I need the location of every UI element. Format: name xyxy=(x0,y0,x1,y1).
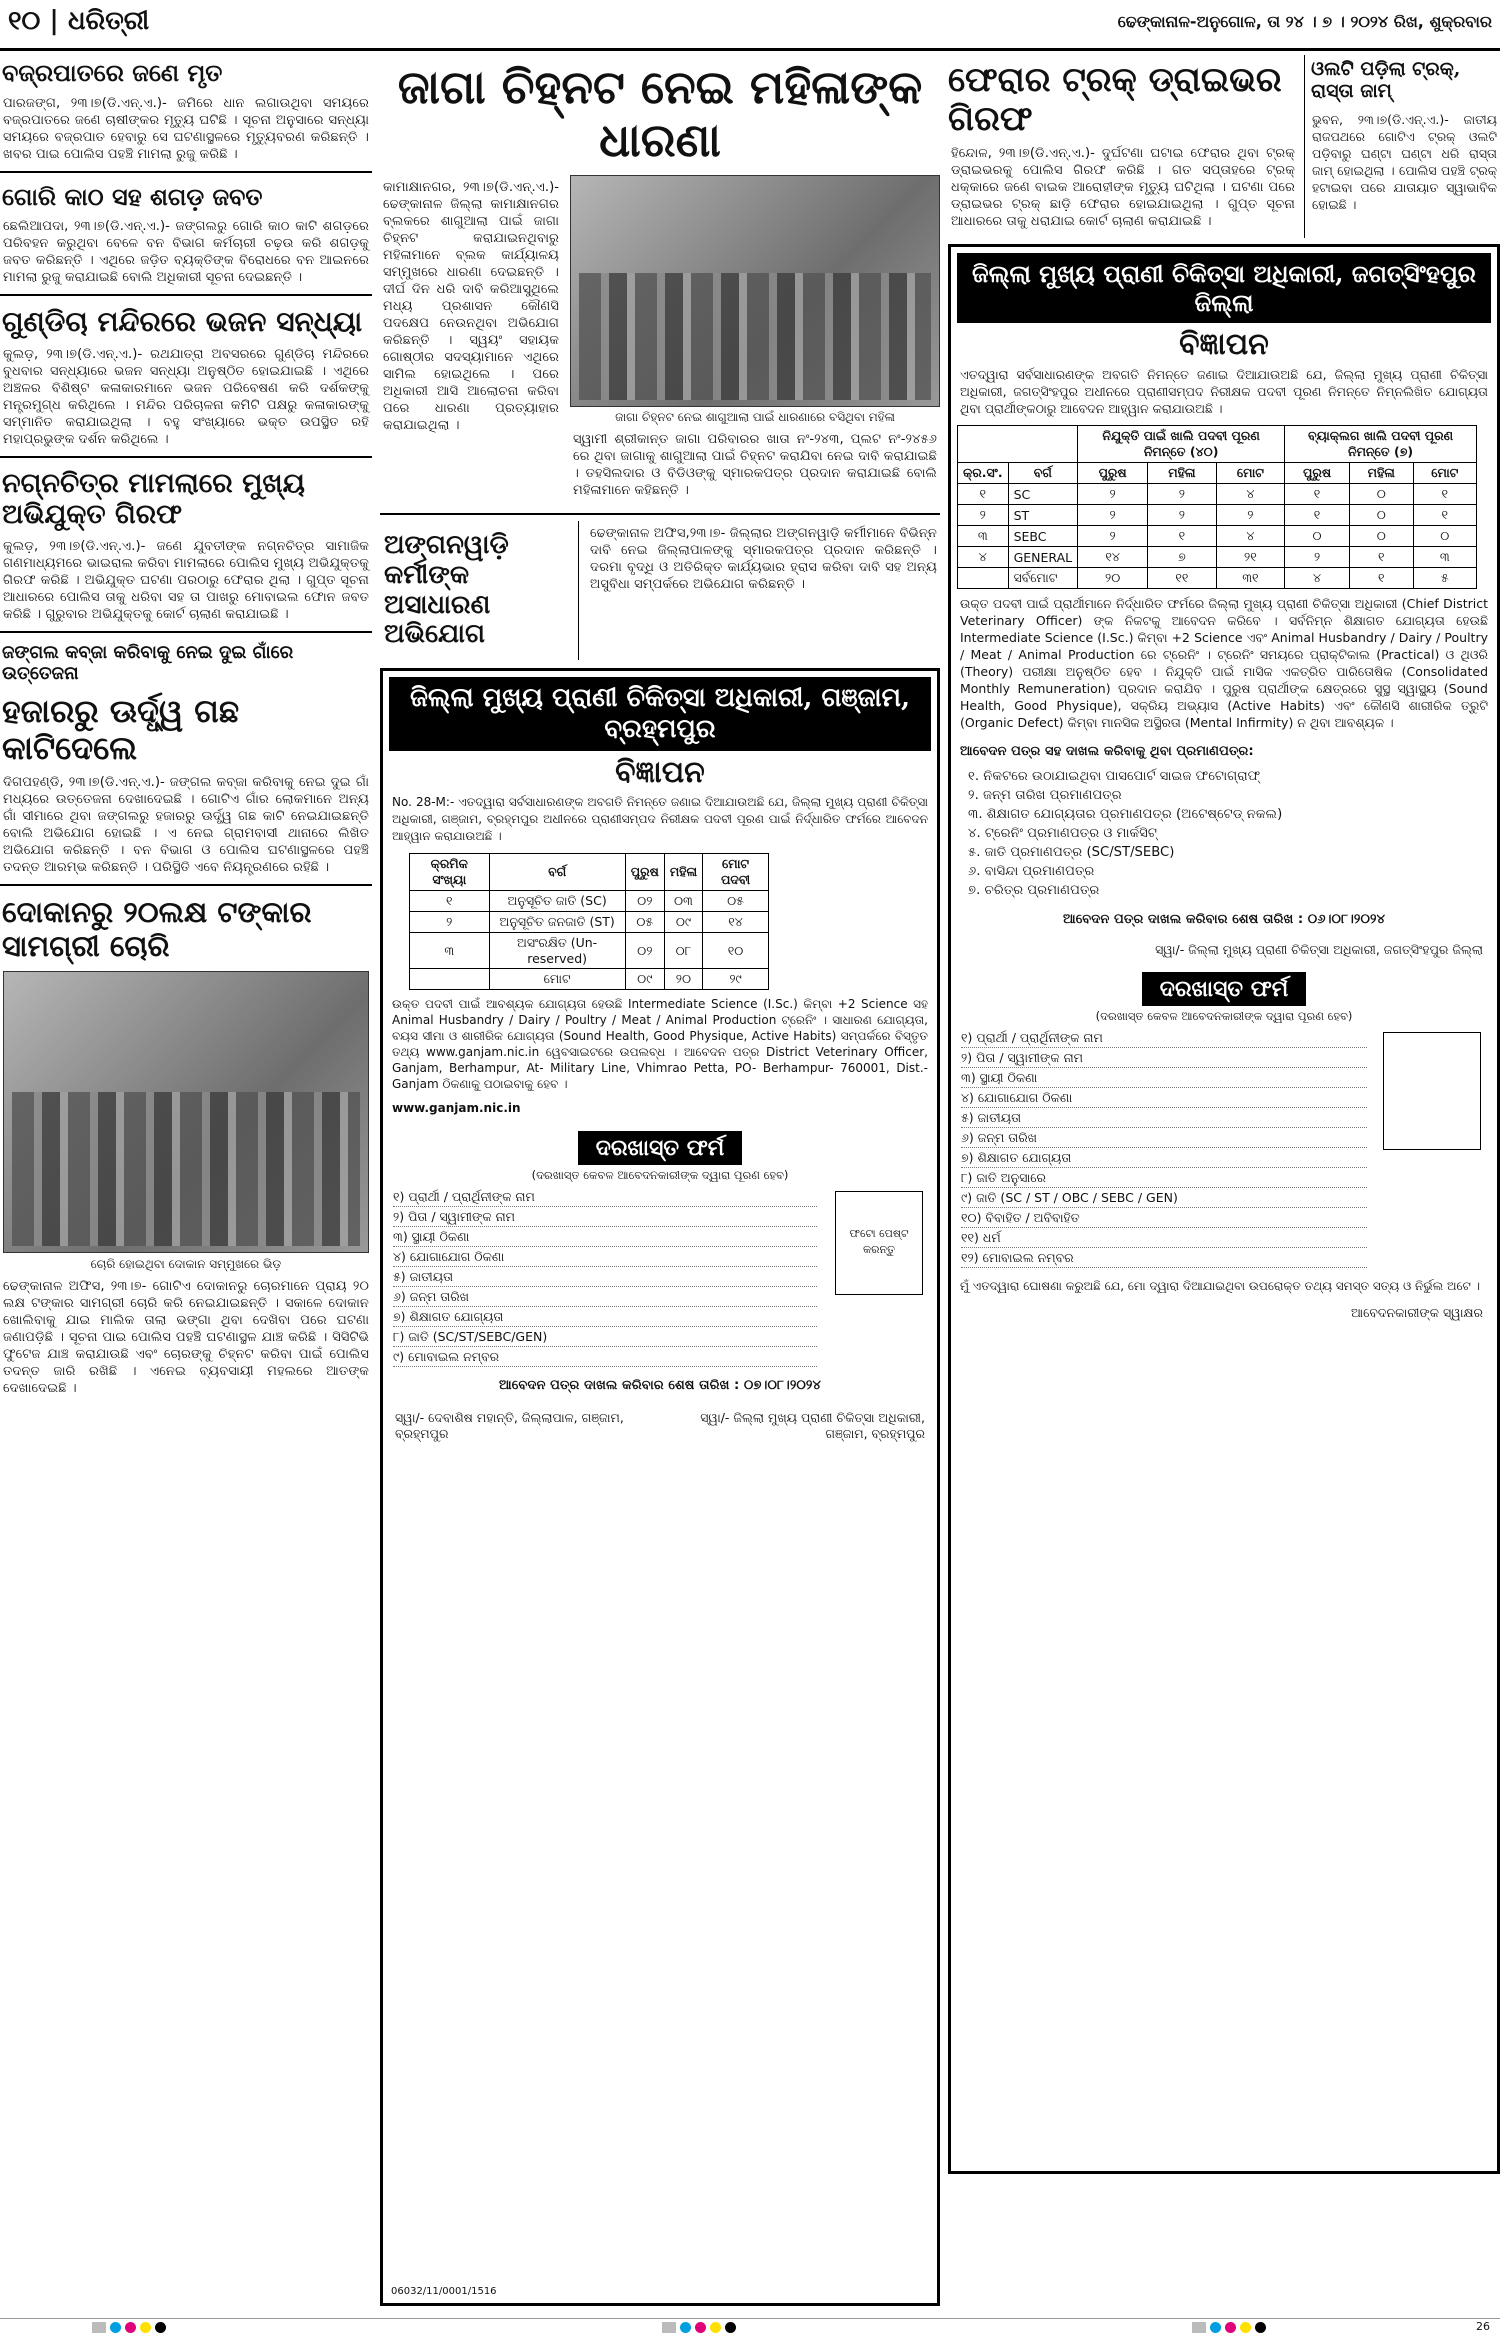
page-number-and-masthead: ୧୦ | ଧରିତ୍ରୀ xyxy=(8,6,150,36)
ganjam-ad-title: ଜିଲ୍ଲା ମୁଖ୍ୟ ପ୍ରାଣୀ ଚିକିତ୍ସା ଅଧିକାରୀ, ଗଞ୍ଜାମ, ବ୍ରହ୍ମପୁର xyxy=(389,677,931,751)
list-item: ୬. ବାସିନ୍ଦା ପ୍ରମାଣପତ୍ର xyxy=(968,864,1095,880)
form-field: ୭) ଶିକ୍ଷାଗତ ଯୋଗ୍ୟତା xyxy=(393,1307,817,1327)
truck-driver-story xyxy=(948,55,1298,238)
ganjam-ad-body: ଉକ୍ତ ପଦବୀ ପାଇଁ ଆବଶ୍ୟକ ଯୋଗ୍ୟତା ହେଉଛି Intermediate Science (I.Sc.) କିମ୍ବା +2 Science ସହ Animal Husbandry / Dairy / Poultry / Meat / Animal Production ଟ୍ରେନିଂ । ସାଧାରଣ ଯୋଗ୍ୟତା, ବୟସ ସୀମା ଓ ଶାରୀରିକ ଯୋଗ୍ୟତା (Sound Health, Good Physique, Active Habits) ସମ୍ପର୍କରେ ବିସ୍ତୃତ ତଥ୍ୟ www.ganjam.nic.in ୱେବସାଇଟରେ ଉପଲବ୍ଧ । ଆବେଦନ ପତ୍ର District Veterinary Officer, Ganjam, Berhampur, At- Military Line, Vhimrao Petta, PO- Berhampur- 760001, Dist.- Ganjam ଠିକଣାକୁ ପଠାଇବାକୁ ହେବ । xyxy=(392,997,928,1092)
ganjam-form-fields xyxy=(389,1187,931,1367)
jagatsinghpur-form-note: (ଦରଖାସ୍ତ କେବଳ ଆବେଦନକାରୀଙ୍କ ଦ୍ୱାରା ପୂରଣ ହେବ) xyxy=(1095,1009,1353,1024)
table-row xyxy=(410,891,769,912)
headline-timber-seized: ଗୋରି କାଠ ସହ ଶଗଡ଼ ଜବତ xyxy=(2,181,263,211)
cell: ୪ xyxy=(1216,484,1284,505)
form-field: ୧୦) ବିବାହିତ / ଅବିବାହିତ xyxy=(961,1208,1367,1228)
cell: ଅନୁସୂଚିତ ଜାତି (SC) xyxy=(489,891,625,912)
form-field: ୧୧) ଧର୍ମ xyxy=(961,1228,1367,1248)
col-header: ପୁରୁଷ xyxy=(625,854,664,891)
cell: ୧୧ xyxy=(1148,568,1217,589)
cell: ୪ xyxy=(958,547,1009,568)
headline-shop-theft: ଦୋକାନରୁ ୨୦ଲକ୍ଷ ଟଙ୍କାର ସାମଗ୍ରୀ ଚୋରି xyxy=(2,895,312,963)
cell: ୧ xyxy=(1350,547,1414,568)
cell: ୩ xyxy=(958,526,1009,547)
cell: ୦ xyxy=(1285,526,1350,547)
cell: SEBC xyxy=(1008,526,1078,547)
ganjam-vacancy-table xyxy=(409,853,769,990)
group-header: ବ୍ୟାକ୍‌ଲଗ ଖାଲି ପଦବୀ ପୂରଣ ନିମନ୍ତେ (୭) xyxy=(1285,426,1477,463)
signature-collector: ସ୍ୱା/- ଦେବାଶିଷ ମହାନ୍ତି, ଜିଲ୍ଲାପାଳ, ଗଞ୍ଜାମ, ବ୍ରହ୍ମପୁର xyxy=(395,1410,624,1442)
story-accused-arrested: କୁଲଡ଼, ୨୩।୭(ଡି.ଏନ୍.ଏ.)- ଜଣେ ଯୁବତୀଙ୍କ ନଗ୍ନଚିତ୍ର ସାମାଜିକ ଗଣମାଧ୍ୟମରେ ଭାଇରାଲ କରିବା ମାମଲାରେ ପୋଲିସ ମୁଖ୍ୟ ଅଭିଯୁକ୍ତକୁ ଗିରଫ କରିଛି । ଅଭିଯୁକ୍ତ ଘଟଣା ପରଠାରୁ ଫେରାର ଥିଲା । ଗୁପ୍ତ ସୂଚନା ଆଧାରରେ ପୋଲିସ ତାକୁ ଧରିବା ସହ ତା ପାଖରୁ ମୋବାଇଲ ଫୋନ ଜବତ କରିଛି । ଗୁରୁବାର ଅଭିଯୁକ୍ତକୁ କୋର୍ଟ ଚାଲାଣ କରାଯାଇଛି । xyxy=(3,539,369,623)
cell: ୦ xyxy=(1350,484,1414,505)
form-field: ୬) ଜନ୍ମ ତାରିଖ xyxy=(961,1128,1367,1148)
story-truck-overturn: ଭୁବନ, ୨୩।୭(ଡି.ଏନ୍.ଏ.)- ଜାତୀୟ ରାଜପଥରେ ଗୋଟିଏ ଟ୍ରକ୍ ଓଲଟି ପଡ଼ିବାରୁ ଘଣ୍ଟା ଘଣ୍ଟା ଧରି ରାସ୍ତା ଜାମ୍ ହୋଇଥିଲା । ପୋଲିସ ପହଞ୍ଚି ଟ୍ରକ୍ ହଟାଇବା ପରେ ଯାତାୟାତ ସ୍ୱାଭାବିକ ହୋଇଛି । xyxy=(1312,111,1497,212)
col-header: ପୁରୁଷ xyxy=(1078,463,1148,484)
cell: ୦୫ xyxy=(625,912,664,933)
ganjam-table-header xyxy=(410,854,769,891)
cell: ୦୩ xyxy=(664,891,702,912)
photo-paste-box: ଫଟୋ ପେଷ୍ଟ କରନ୍ତୁ xyxy=(835,1191,923,1295)
col-header: ବର୍ଗ xyxy=(489,854,625,891)
table-row-total xyxy=(410,969,769,990)
cell: ୨୦ xyxy=(1078,568,1148,589)
anganwadi-block xyxy=(380,521,940,661)
table-header xyxy=(958,463,1477,484)
divider xyxy=(380,513,940,515)
lead-headline: ଜାଗା ଚିହ୍ନଟ ନେଇ ମହିଳାଙ୍କ ଧାରଣା xyxy=(397,60,923,167)
cell: ୩ xyxy=(1413,547,1476,568)
ganjam-ad-label: ବିଜ୍ଞାପନ xyxy=(615,755,705,791)
cell: ୧ xyxy=(1285,484,1350,505)
story-bhajan-evening: କୁଲଡ଼, ୨୩।୭(ଡି.ଏନ୍.ଏ.)- ରଥଯାତ୍ରା ଅବସରରେ ଗୁଣ୍ଡିଚା ମନ୍ଦିରରେ ବୁଧବାର ସନ୍ଧ୍ୟାରେ ଭଜନ ସନ୍ଧ୍ୟା ଅନୁଷ୍ଠିତ ହୋଇଯାଇଛି । ଏଥିରେ ଅଞ୍ଚଳର ବିଶିଷ୍ଟ କଳାକାରମାନେ ଭଜନ ପରିବେଷଣ କରି ଦର୍ଶକଙ୍କୁ ମନ୍ତ୍ରମୁଗ୍ଧ କରିଥିଲେ । ମନ୍ଦିର ପରିଚାଳନା କମିଟି ପକ୍ଷରୁ କଳାକାରଙ୍କୁ ସମ୍ମାନିତ କରାଯାଇଥିଲା । ବହୁ ସଂଖ୍ୟାରେ ଭକ୍ତ ଉପସ୍ଥିତ ରହି ମହାପ୍ରଭୁଙ୍କ ଦର୍ଶନ କରିଥିଲେ । xyxy=(3,347,369,448)
cell: ୩୧ xyxy=(1216,568,1284,589)
form-field: ୧) ପ୍ରାର୍ଥୀ / ପ୍ରାର୍ଥିନୀଙ୍କ ନାମ xyxy=(393,1187,817,1207)
cell: ୧ xyxy=(1413,484,1476,505)
lead-story-text-b: ସ୍ୱାମୀ ଶ୍ରୀକାନ୍ତ ଜାଗା ପରିବାରର ଖାତା ନଂ-୨୪୩, ପ୍ଲଟ ନଂ-୨୪୫୬ ରେ ଥିବା ଜାଗାକୁ ଶାଗୁଆଲା ପାଇଁ ଚିହ୍ନଟ କରାଯିବା ନେଇ ଦାବି କରାଯାଇଛି । ତହସିଲଦାର ଓ ବିଡିଓଙ୍କୁ ସ୍ମାରକପତ୍ର ପ୍ରଦାନ କରାଯାଇଛି ବୋଲି ମହିଳାମାନେ କହିଛନ୍ତି । xyxy=(573,431,937,498)
headline-bhajan-evening: ଗୁଣ୍ଡିଚା ମନ୍ଦିରରେ ଭଜନ ସନ୍ଧ୍ୟା xyxy=(2,305,363,339)
jagatsinghpur-ad-intro: ଏତଦ୍ୱାରା ସର୍ବସାଧାରଣଙ୍କ ଅବଗତି ନିମନ୍ତେ ଜଣାଇ ଦିଆଯାଉଅଛି ଯେ, ଜିଲ୍ଲା ମୁଖ୍ୟ ପ୍ରାଣୀ ଚିକିତ୍ସା ଅଧିକାରୀ, ଜଗତ୍‌ସିଂହପୁର ଅଧୀନରେ ପ୍ରାଣୀସମ୍ପଦ ନିରୀକ୍ଷକ ପଦବୀ ପୂରଣ ନିମନ୍ତେ ନିମ୍ନଲିଖିତ ଯୋଗ୍ୟତା ଥିବା ପ୍ରାର୍ଥୀଙ୍କଠାରୁ ଆବେଦନ ଆହ୍ୱାନ କରାଯାଉଅଛି । xyxy=(960,367,1488,417)
table-row xyxy=(958,484,1477,505)
cell: ୦ xyxy=(1413,526,1476,547)
jagatsinghpur-form-header xyxy=(957,972,1491,1024)
jagatsinghpur-form-fields xyxy=(957,1028,1491,1268)
cell: ୦ xyxy=(1350,526,1414,547)
cell: ୨୧ xyxy=(1216,547,1284,568)
ganjam-recruitment-ad xyxy=(380,668,940,2306)
headline-truck-overturn: ଓଲଟି ପଡ଼ିଲା ଟ୍ରକ୍, ରାସ୍ତା ଜାମ୍ xyxy=(1311,58,1461,102)
divider xyxy=(0,631,372,633)
list-item: ୪. ଟ୍ରେନିଂ ପ୍ରମାଣପତ୍ର ଓ ମାର୍କସିଟ୍ xyxy=(968,826,1158,842)
ganjam-form-title: ଦରଖାସ୍ତ ଫର୍ମ xyxy=(578,1131,743,1165)
right-top-stories xyxy=(948,55,1500,238)
signature-cdvo: ସ୍ୱା/- ଜିଲ୍ଲା ମୁଖ୍ୟ ପ୍ରାଣୀ ଚିକିତ୍ସା ଅଧିକାରୀ, ଗଞ୍ଜାମ, ବ୍ରହ୍ମପୁର xyxy=(700,1410,925,1442)
ganjam-ad-website: www.ganjam.nic.in xyxy=(392,1101,521,1116)
cell: ୨ xyxy=(1078,484,1148,505)
col-header: ବର୍ଗ xyxy=(1008,463,1078,484)
form-field: ୬) ଜନ୍ମ ତାରିଖ xyxy=(393,1287,817,1307)
cell: ୧୪ xyxy=(703,912,769,933)
cell xyxy=(410,969,490,990)
cell: ୪ xyxy=(1285,568,1350,589)
col-header: ମୋଟ xyxy=(1216,463,1284,484)
form-field: ୮) ଜାତି (SC/ST/SEBC/GEN) xyxy=(393,1327,817,1347)
cell: ୧ xyxy=(410,891,490,912)
jagatsinghpur-ad-label: ବିଜ୍ଞାପନ xyxy=(1179,327,1269,363)
form-field: ୪) ଯୋଗାଯୋଗ ଠିକଣା xyxy=(961,1088,1367,1108)
middle-column xyxy=(380,55,940,2315)
cell: ମୋଟ xyxy=(489,969,625,990)
cell: ୧ xyxy=(1285,505,1350,526)
dateline: ଢେଙ୍କାନାଳ-ଅନୁଗୋଳ, ତା ୨୪ । ୭ । ୨୦୨୪ ରିଖ, ଶୁକ୍ରବାର xyxy=(1117,12,1492,31)
cell: ୨ xyxy=(1148,505,1217,526)
lead-story-block xyxy=(380,175,940,507)
ganjam-form-header xyxy=(389,1131,931,1183)
ganjam-ad-intro: No. 28-M:- ଏତଦ୍ୱାରା ସର୍ବସାଧାରଣଙ୍କ ଅବଗତି ନିମନ୍ତେ ଜଣାଇ ଦିଆଯାଉଅଛି ଯେ, ଜିଲ୍ଲା ମୁଖ୍ୟ ପ୍ରାଣୀ ଚିକିତ୍ସା ଅଧିକାରୀ, ଗଞ୍ଜାମ, ବ୍ରହ୍ମପୁର ଅଧୀନରେ ପ୍ରାଣୀସମ୍ପଦ ନିରୀକ୍ଷକ ପଦବୀ ପୂରଣ ପାଇଁ ନିର୍ଦ୍ଧାରିତ ଫର୍ମରେ ଆବେଦନ ଆହ୍ୱାନ କରାଯାଉଅଛି । xyxy=(392,795,928,844)
lead-story-text-a: କାମାକ୍ଷାନଗର, ୨୩।୭(ଡି.ଏନ୍.ଏ.)- ଢେଙ୍କାନାଳ ଜିଲ୍ଲା କାମାକ୍ଷାନଗର ବ୍ଲକରେ ଶାଗୁଆଲା ପାଇଁ ଜାଗା ଚିହ୍ନଟ କରାଯାଇନଥିବାରୁ ମହିଳାମାନେ ବ୍ଲକ କାର୍ଯ୍ୟାଳୟ ସମ୍ମୁଖରେ ଧାରଣା ଦେଇଛନ୍ତି । ଦୀର୍ଘ ଦିନ ଧରି ଦାବି କରିଆସୁଥିଲେ ମଧ୍ୟ ପ୍ରଶାସନ କୌଣସି ପଦକ୍ଷେପ ନେଉନଥିବା ଅଭିଯୋଗ କରିଛନ୍ତି । ସ୍ୱୟଂ ସହାୟକ ଗୋଷ୍ଠୀର ସଦସ୍ୟାମାନେ ଏଥିରେ ସାମିଲ ହୋଇଥିଲେ । ପରେ ଅଧିକାରୀ ଆସି ଆଲୋଚନା କରିବା ପରେ ଧାରଣା ପ୍ରତ୍ୟାହାର କରାଯାଇଥିଲା । xyxy=(383,179,559,433)
cell: ୨ xyxy=(958,505,1009,526)
kicker-forest-dispute: ଜଙ୍ଗଲ କବ୍‌ଜା କରିବାକୁ ନେଇ ଦୁଇ ଗାଁରେ ଉତ୍ତେଜନା xyxy=(2,642,294,685)
headline-lightning-death: ବଜ୍ରପାତରେ ଜଣେ ମୃତ xyxy=(2,58,223,87)
cell: ୧ xyxy=(1413,505,1476,526)
group-header: ନିଯୁକ୍ତି ପାଇଁ ଖାଲି ପଦବୀ ପୂରଣ ନିମନ୍ତେ (୪୦) xyxy=(1078,426,1285,463)
docs-list xyxy=(965,768,1483,899)
table-group-header xyxy=(958,426,1477,463)
form-field: ୯) ଜାତି (SC / ST / OBC / SEBC / GEN) xyxy=(961,1188,1367,1208)
cell: ୭ xyxy=(1148,547,1217,568)
cell: ୦୫ xyxy=(703,891,769,912)
jagatsinghpur-ad-title: ଜିଲ୍ଲା ମୁଖ୍ୟ ପ୍ରାଣୀ ଚିକିତ୍ସା ଅଧିକାରୀ, ଜଗତ୍‌ସିଂହପୁର ଜିଲ୍ଲା xyxy=(957,253,1491,323)
cell: ୦୯ xyxy=(664,912,702,933)
list-item: ୩. ଶିକ୍ଷାଗତ ଯୋଗ୍ୟତାର ପ୍ରମାଣପତ୍ର (ଅଟେଷ୍ଟେଡ୍ ନକଲ) xyxy=(968,807,1283,823)
jagatsinghpur-last-date: ଆବେଦନ ପତ୍ର ଦାଖଲ କରିବାର ଶେଷ ତାରିଖ : ୦୬।୦୮।୨୦୨୪ xyxy=(1062,912,1386,928)
print-registration-strip xyxy=(0,2318,1500,2336)
story-shop-theft: ଢେଙ୍କାନାଳ ଅଫିସ, ୨୩।୭- ଗୋଟିଏ ଦୋକାନରୁ ଚୋରମାନେ ପ୍ରାୟ ୨୦ ଲକ୍ଷ ଟଙ୍କାର ସାମଗ୍ରୀ ଚୋରି କରି ନେଇଯାଇଛନ୍ତି । ସକାଳେ ଦୋକାନ ଖୋଲିବାକୁ ଯାଇ ମାଲିକ ତାଲା ଭଙ୍ଗା ଥିବା ଦେଖିବା ପରେ ଘଟଣା ଜଣାପଡ଼ିଛି । ସୂଚନା ପାଇ ପୋଲିସ ପହଞ୍ଚି ଘଟଣାସ୍ଥଳ ଯାଞ୍ଚ କରିଛି । ସିସିଟିଭି ଫୁଟେଜ ଯାଞ୍ଚ କରାଯାଉଛି ଏବଂ ଚୋରଙ୍କୁ ଚିହ୍ନଟ କରିବା ପାଇଁ ପୋଲିସ ତଦନ୍ତ ଜାରି ରଖିଛି । ଏନେଇ ବ୍ୟବସାୟୀ ମହଲରେ ଆତଙ୍କ ଦେଖାଦେଇଛି । xyxy=(3,1279,369,1397)
applicant-signature: ଆବେଦନକାରୀଙ୍କ ସ୍ୱାକ୍ଷର xyxy=(1351,1305,1483,1321)
col-header: ମହିଳା xyxy=(1148,463,1217,484)
headline-accused-arrested: ନଗ୍ନଚିତ୍ର ମାମଲାରେ ମୁଖ୍ୟ ଅଭିଯୁକ୍ତ ଗିରଫ xyxy=(2,468,305,531)
protest-caption: ଜାଗା ଚିହ୍ନଟ ନେଇ ଶାଗୁଆଲା ପାଇଁ ଧାରଣାରେ ବସିଥିବା ମହିଳା xyxy=(615,409,895,424)
divider xyxy=(0,884,372,886)
form-field: ୨) ପିତା / ସ୍ୱାମୀଙ୍କ ନାମ xyxy=(961,1048,1367,1068)
story-trees-felled: ଦିଗପହଣ୍ଡି, ୨୩।୭(ଡି.ଏନ୍.ଏ.)- ଜଙ୍ଗଲ କବ୍‌ଜା କରିବାକୁ ନେଇ ଦୁଇ ଗାଁ ମଧ୍ୟରେ ଉତ୍ତେଜନା ଦେଖାଦେଇଛି । ଗୋଟିଏ ଗାଁର ଲୋକମାନେ ଅନ୍ୟ ଗାଁ ସୀମାରେ ଥିବା ଜଙ୍ଗଲରୁ ହଜାରରୁ ଊର୍ଦ୍ଧ୍ୱ ଗଛ କାଟି ନେଇଯାଇଛନ୍ତି ବୋଲି ଅଭିଯୋଗ ହୋଇଛି । ଏ ନେଇ ଗ୍ରାମବାସୀ ଥାନାରେ ଲିଖିତ ଅଭିଯୋଗ କରିଛନ୍ତି । ବନ ବିଭାଗ ଓ ପୋଲିସ ଘଟଣାସ୍ଥଳରେ ପହଞ୍ଚି ତଦନ୍ତ ଆରମ୍ଭ କରିଛନ୍ତି । ପରିସ୍ଥିତି ଏବେ ନିୟନ୍ତ୍ରଣରେ ରହିଛି । xyxy=(3,775,369,876)
cell: ୨ xyxy=(1285,547,1350,568)
story-anganwadi: ଢେଙ୍କାନାଳ ଅଫିସ,୨୩।୭- ଜିଲ୍ଲାର ଅଙ୍ଗନୱାଡ଼ି କର୍ମୀମାନେ ବିଭିନ୍ନ ଦାବି ନେଇ ଜିଲ୍ଲାପାଳଙ୍କୁ ସ୍ମାରକପତ୍ର ପ୍ରଦାନ କରିଛନ୍ତି । ଦରମା ବୃଦ୍ଧି ଓ ଅତିରିକ୍ତ କାର୍ଯ୍ୟଭାର ହ୍ରାସ କରିବା ଦାବି ସହ ଅନ୍ୟ ଅସୁବିଧା ସମ୍ପର୍କରେ ଅଭିଯୋଗ କରିଛନ୍ତି । xyxy=(590,525,937,592)
cell: ୩ xyxy=(410,933,490,969)
cell: SC xyxy=(1008,484,1078,505)
list-item: ୨. ଜନ୍ମ ତାରିଖ ପ୍ରମାଣପତ୍ର xyxy=(968,788,1122,804)
form-field: ୨) ପିତା / ସ୍ୱାମୀଙ୍କ ନାମ xyxy=(393,1207,817,1227)
cell: ୦୮ xyxy=(664,933,702,969)
col-header: ମୋଟ ପଦବୀ xyxy=(703,854,769,891)
lead-photo-group xyxy=(570,175,940,507)
ganjam-form-note: (ଦରଖାସ୍ତ କେବଳ ଆବେଦନକାରୀଙ୍କ ଦ୍ୱାରା ପୂରଣ ହେବ) xyxy=(531,1168,789,1183)
cell: ୨ xyxy=(410,912,490,933)
table-row xyxy=(410,912,769,933)
cell: ୨ xyxy=(1148,484,1217,505)
table-row xyxy=(410,933,769,969)
cell: ଅସଂରକ୍ଷିତ (Un-reserved) xyxy=(489,933,625,969)
headline-truck-driver: ଫେରାର ଟ୍ରକ୍ ଡ୍ରାଇଭର ଗିରଫ xyxy=(948,60,1282,140)
cell: ୫ xyxy=(1413,568,1476,589)
jagatsinghpur-signature: ସ୍ୱା/- ଜିଲ୍ଲା ମୁଖ୍ୟ ପ୍ରାଣୀ ଚିକିତ୍ସା ଅଧିକାରୀ, ଜଗତ୍‌ସିଂହପୁର ଜିଲ୍ଲା xyxy=(1155,942,1483,958)
ganjam-last-date: ଆବେଦନ ପତ୍ର ଦାଖଲ କରିବାର ଶେଷ ତାରିଖ : ୦୭।୦୮।୨୦୨୪ xyxy=(499,1378,821,1394)
col-header: କ୍ରମିକ ସଂଖ୍ୟା xyxy=(410,854,490,891)
form-field: ୩) ସ୍ଥାୟୀ ଠିକଣା xyxy=(393,1227,817,1247)
registration-marks xyxy=(660,2319,738,2340)
cell: ୨ xyxy=(1078,526,1148,547)
cell: ୧ xyxy=(1148,526,1217,547)
jagatsinghpur-form-title: ଦରଖାସ୍ତ ଫର୍ମ xyxy=(1142,972,1307,1006)
cell: ୧ xyxy=(1350,568,1414,589)
col-header: କ୍ର.ସଂ. xyxy=(958,463,1009,484)
page-header xyxy=(0,0,1500,51)
col-header: ମହିଳା xyxy=(1350,463,1414,484)
divider xyxy=(0,171,372,173)
docs-heading: ଆବେଦନ ପତ୍ର ସହ ଦାଖଲ କରିବାକୁ ଥିବା ପ୍ରମାଣପତ୍ର: xyxy=(960,744,1254,760)
shop-theft-caption: ଚୋରି ହୋଇଥିବା ଦୋକାନ ସମ୍ମୁଖରେ ଭିଡ଼ xyxy=(90,1257,282,1272)
cell: ୦୨ xyxy=(625,891,664,912)
table-row xyxy=(958,526,1477,547)
cell: GENERAL xyxy=(1008,547,1078,568)
page-code: 26 xyxy=(1476,2320,1490,2333)
cell: ୧ xyxy=(958,484,1009,505)
headline-trees-felled: ହଜାରରୁ ଊର୍ଦ୍ଧ୍ୱ ଗଛ କାଟିଦେଲେ xyxy=(2,691,240,767)
jagatsinghpur-ad-body: ଉକ୍ତ ପଦବୀ ପାଇଁ ପ୍ରାର୍ଥୀମାନେ ନିର୍ଦ୍ଧାରିତ ଫର୍ମରେ ଜିଲ୍ଲା ମୁଖ୍ୟ ପ୍ରାଣୀ ଚିକିତ୍ସା ଅଧିକାରୀ (Chief District Veterinary Officer) ଙ୍କ ନିକଟକୁ ଆବେଦନ କରିବେ । ସର୍ବନିମ୍ନ ଶିକ୍ଷାଗତ ଯୋଗ୍ୟତା ହେଉଛି Intermediate Science (I.Sc.) କିମ୍ବା +2 Science ଏବଂ Animal Husbandry / Dairy / Poultry / Meat / Animal Production ରେ ଟ୍ରେନିଂ । ଟ୍ରେନିଂ ସମୟରେ ପ୍ରାକ୍ଟିକାଲ (Practical) ଓ ଥିଓରି (Theory) ପରୀକ୍ଷା ଅନୁଷ୍ଠିତ ହେବ । ନିଯୁକ୍ତି ପାଇଁ ମାସିକ ଏକତ୍ରିତ ପାରିତୋଷିକ (Consolidated Monthly Remuneration) ପ୍ରଦାନ କରାଯିବ । ପୁରୁଷ ପ୍ରାର୍ଥୀଙ୍କ କ୍ଷେତ୍ରରେ ସୁସ୍ଥ ସ୍ୱାସ୍ଥ୍ୟ (Sound Health, Good Physique), ସକ୍ରିୟ ଅଭ୍ୟାସ (Active Habits) ଏବଂ କୌଣସି ଶାରୀରିକ ତ୍ରୁଟି (Organic Defect) କିମ୍ବା ମାନସିକ ଅସ୍ଥିରତା (Mental Infirmity) ନ ଥିବା ଆବଶ୍ୟକ । xyxy=(960,596,1488,731)
col-header: ମୋଟ xyxy=(1413,463,1476,484)
shop-theft-photo xyxy=(3,971,369,1253)
truck-overturn-story xyxy=(1304,55,1500,238)
list-item: ୭. ଚରିତ୍ର ପ୍ରମାଣପତ୍ର xyxy=(968,883,1100,899)
form-field: ୪) ଯୋଗାଯୋଗ ଠିକଣା xyxy=(393,1247,817,1267)
cell: ୦୯ xyxy=(625,969,664,990)
cell: ୨ xyxy=(1216,505,1284,526)
story-lightning-death: ପାରଜଙ୍ଗ, ୨୩।୭(ଡି.ଏନ୍.ଏ.)- ଜମିରେ ଧାନ ଲଗାଉଥିବା ସମୟରେ ବଜ୍ରପାତରେ ଜଣେ ଚାଷୀଙ୍କର ମୃତ୍ୟୁ ଘଟିଛି । ସୂଚନା ଅନୁସାରେ ସନ୍ଧ୍ୟା ସମୟରେ ବଜ୍ରପାତ ହେବାରୁ ସେ ଘଟଣାସ୍ଥଳରେ ମୃତ୍ୟୁବରଣ କରିଛନ୍ତି । ଖବର ପାଇ ପୋଲିସ ପହଞ୍ଚି ମାମଲା ରୁଜୁ କରିଛି । xyxy=(3,95,369,162)
left-column xyxy=(0,55,372,2315)
divider xyxy=(0,294,372,296)
table-row xyxy=(958,547,1477,568)
cell: ୨୯ xyxy=(703,969,769,990)
cell: ୨୦ xyxy=(664,969,702,990)
table-row-total xyxy=(958,568,1477,589)
protest-photo xyxy=(570,175,940,407)
form-field: ୫) ଜାତୀୟତା xyxy=(961,1108,1367,1128)
cell: ସର୍ବମୋଟ xyxy=(1008,568,1078,589)
cell: ST xyxy=(1008,505,1078,526)
list-item: ୧. ନିକଟରେ ଉଠାଯାଇଥିବା ପାସପୋର୍ଟ ସାଇଜ ଫଟୋଗ୍ରାଫ୍ xyxy=(968,769,1261,785)
jagatsinghpur-vacancy-table xyxy=(957,425,1477,589)
cell: ୨ xyxy=(1078,505,1148,526)
cell: ୧୪ xyxy=(1078,547,1148,568)
col-header: ମହିଳା xyxy=(664,854,702,891)
headline-anganwadi: ଅଙ୍ଗନୱାଡ଼ି କର୍ମୀଙ୍କ ଅସାଧାରଣ ଅଭିଯୋଗ xyxy=(380,521,579,661)
cell: ଅନୁସୂଚିତ ଜନଜାତି (ST) xyxy=(489,912,625,933)
jagatsinghpur-recruitment-ad xyxy=(948,244,1500,2174)
cell: ୦ xyxy=(1350,505,1414,526)
form-field: ୩) ସ୍ଥାୟୀ ଠିକଣା xyxy=(961,1068,1367,1088)
cell: ୧୦ xyxy=(703,933,769,969)
cell: ୦୨ xyxy=(625,933,664,969)
form-field: ୯) ମୋବାଇଲ ନମ୍ବର xyxy=(393,1347,817,1367)
col-header: ପୁରୁଷ xyxy=(1285,463,1350,484)
ganjam-signatures xyxy=(395,1410,925,1442)
divider xyxy=(0,456,372,458)
table-row xyxy=(958,505,1477,526)
story-timber-seized: ଛେଲିଆପଦା, ୨୩।୭(ଡି.ଏନ୍.ଏ.)- ଜଙ୍ଗଲରୁ ଗୋରି କାଠ କାଟି ଶଗଡ଼ରେ ପରିବହନ କରୁଥିବା ବେଳେ ବନ ବିଭାଗ କର୍ମଚାରୀ ଚଢ଼ଉ କରି ଶଗଡ଼କୁ ଜବତ କରିଛନ୍ତି । ଏଥିରେ ଜଡ଼ିତ ବ୍ୟକ୍ତିଙ୍କ ବିରୋଧରେ ବନ ଆଇନରେ ମାମଲା ରୁଜୁ କରାଯାଇଛି ବୋଲି ଅଧିକାରୀ ସୂଚନା ଦେଇଛନ୍ତି । xyxy=(3,219,369,286)
registration-marks xyxy=(1190,2319,1268,2340)
ad-reference-number: 06032/11/0001/1516 xyxy=(391,2286,497,2298)
list-item: ୫. ଜାତି ପ୍ରମାଣପତ୍ର (SC/ST/SEBC) xyxy=(968,845,1175,861)
form-field: ୭) ଶିକ୍ଷାଗତ ଯୋଗ୍ୟତା xyxy=(961,1148,1367,1168)
story-truck-driver: ହିନ୍ଦୋଳ, ୨୩।୭(ଡି.ଏନ୍.ଏ.)- ଦୁର୍ଘଟଣା ଘଟାଇ ଫେରାର ଥିବା ଟ୍ରକ୍ ଡ୍ରାଇଭରକୁ ପୋଲିସ ଗିରଫ କରିଛି । ଗତ ସପ୍ତାହରେ ଟ୍ରକ୍ ଧକ୍କାରେ ଜଣେ ବାଇକ ଆରୋହୀଙ୍କ ମୃତ୍ୟୁ ଘଟିଥିଲା । ଘଟଣା ପରେ ଡ୍ରାଇଭର ଟ୍ରକ୍ ଛାଡ଼ି ଫେରାର ହୋଇଯାଇଥିଲା । ଗୁପ୍ତ ସୂଚନା ଆଧାରରେ ତାକୁ ଧରାଯାଇ କୋର୍ଟ ଚାଲାଣ କରାଯାଇଛି । xyxy=(951,146,1295,230)
right-column xyxy=(948,55,1500,2315)
cell xyxy=(958,568,1009,589)
form-field: ୫) ଜାତୀୟତା xyxy=(393,1267,817,1287)
cell: ୪ xyxy=(1216,526,1284,547)
form-field: ୧) ପ୍ରାର୍ଥୀ / ପ୍ରାର୍ଥିନୀଙ୍କ ନାମ xyxy=(961,1028,1367,1048)
form-field: ୮) ଜାତି ଅନୁସାରେ xyxy=(961,1168,1367,1188)
registration-marks xyxy=(90,2319,168,2340)
photo-paste-box xyxy=(1383,1032,1481,1150)
declaration-text: ମୁଁ ଏତଦ୍ୱାରା ଘୋଷଣା କରୁଅଛି ଯେ, ମୋ ଦ୍ୱାରା ଦିଆଯାଇଥିବା ଉପରୋକ୍ତ ତଥ୍ୟ ସମସ୍ତ ସତ୍ୟ ଓ ନିର୍ଭୁଲ ଅଟେ । xyxy=(960,1279,1481,1294)
blank-cell xyxy=(958,426,1078,463)
form-field: ୧୨) ମୋବାଇଲ ନମ୍ବର xyxy=(961,1248,1367,1268)
